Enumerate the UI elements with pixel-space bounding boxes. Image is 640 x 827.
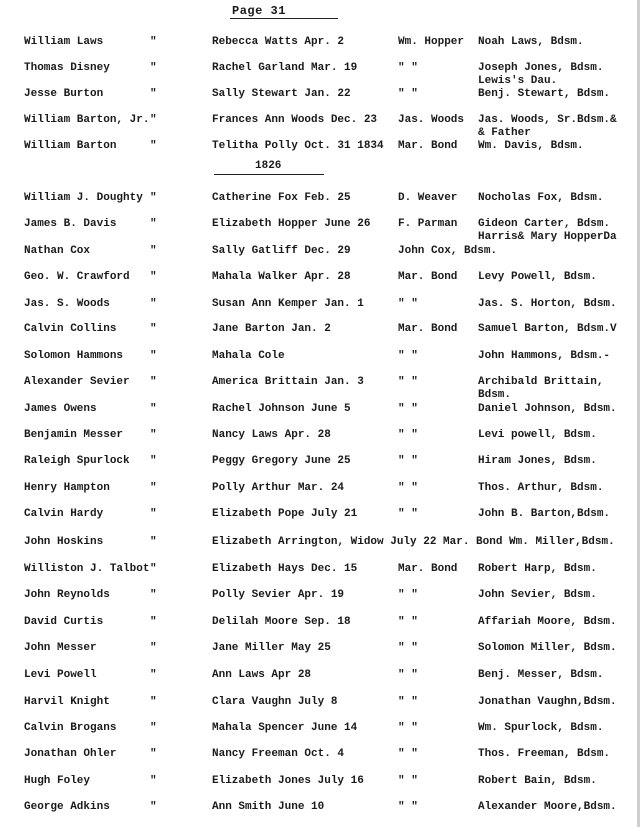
record-mark: " <box>150 88 157 100</box>
record-bride: Polly Arthur Mar. 24 <box>212 482 345 494</box>
record-bride: Nancy Freeman Oct. 4 <box>212 748 345 760</box>
record-mark: " <box>150 642 157 654</box>
record-surety: " " <box>398 669 418 681</box>
record-bride: Polly Sevier Apr. 19 <box>212 589 345 601</box>
record-witness: Noah Laws, Bdsm. <box>478 36 584 48</box>
record-surety: " " <box>398 298 418 310</box>
record-groom: Calvin Hardy <box>24 508 104 520</box>
record-witness: Wm. Spurlock, Bdsm. <box>478 722 604 734</box>
record-witness: Samuel Barton, Bdsm.V <box>478 323 617 335</box>
record-groom: William Barton <box>24 140 117 152</box>
record-row <box>0 403 640 429</box>
record-groom: Raleigh Spurlock <box>24 455 130 467</box>
record-row <box>0 775 640 801</box>
record-witness: Thos. Arthur, Bdsm. <box>478 482 604 494</box>
record-bride: Nancy Laws Apr. 28 <box>212 429 331 441</box>
record-row <box>0 298 640 324</box>
record-row <box>0 616 640 642</box>
page-title: Page 31 <box>232 4 286 18</box>
record-surety: " " <box>398 722 418 734</box>
record-witness: Jas. S. Horton, Bdsm. <box>478 298 617 310</box>
record-mark: " <box>150 36 157 48</box>
record-bride: Rachel Garland Mar. 19 <box>212 62 358 74</box>
record-surety: Mar. Bond <box>398 563 458 575</box>
record-bride: Ann Laws Apr 28 <box>212 669 312 681</box>
record-witness-line2: & Father <box>478 127 531 139</box>
record-bride: Jane Miller May 25 <box>212 642 331 654</box>
record-row <box>0 376 640 402</box>
year-heading: 1826 <box>255 160 282 172</box>
record-bride: Mahala Cole <box>212 350 285 362</box>
record-mark: " <box>150 323 157 335</box>
record-mark: " <box>150 563 157 575</box>
record-groom: Calvin Collins <box>24 323 117 335</box>
record-row <box>0 88 640 114</box>
record-bride: Peggy Gregory June 25 <box>212 455 351 467</box>
record-groom: Jonathan Ohler <box>24 748 117 760</box>
record-witness: Daniel Johnson, Bdsm. <box>478 403 617 415</box>
record-mark: " <box>150 508 157 520</box>
record-bride: Clara Vaughn July 8 <box>212 696 338 708</box>
record-bride: Telitha Polly Oct. 31 1834 <box>212 140 384 152</box>
record-row <box>0 669 640 695</box>
record-bride: Ann Smith June 10 <box>212 801 325 813</box>
record-mark: " <box>150 298 157 310</box>
record-mark: " <box>150 271 157 283</box>
record-groom: Benjamin Messer <box>24 429 124 441</box>
record-row <box>0 271 640 297</box>
record-row <box>0 642 640 668</box>
record-groom: George Adkins <box>24 801 110 813</box>
record-row <box>0 245 640 271</box>
record-bride: Mahala Walker Apr. 28 <box>212 271 351 283</box>
record-groom: James Owens <box>24 403 97 415</box>
record-bride: Sally Stewart Jan. 22 <box>212 88 351 100</box>
record-witness: Levy Powell, Bdsm. <box>478 271 597 283</box>
record-surety: John Cox, Bdsm. <box>398 245 498 257</box>
record-bride: Elizabeth Hays Dec. 15 <box>212 563 358 575</box>
record-surety: " " <box>398 455 418 467</box>
record-witness: Nocholas Fox, Bdsm. <box>478 192 604 204</box>
record-surety: D. Weaver <box>398 192 458 204</box>
record-witness: Alexander Moore,Bdsm. <box>478 801 617 813</box>
record-mark: " <box>150 403 157 415</box>
record-mark: " <box>150 748 157 760</box>
record-mark: " <box>150 722 157 734</box>
record-groom: William Barton, Jr. <box>24 114 150 126</box>
record-witness: John Hammons, Bdsm.- <box>478 350 611 362</box>
record-groom: Calvin Brogans <box>24 722 117 734</box>
record-witness: Robert Bain, Bdsm. <box>478 775 597 787</box>
record-groom: Henry Hampton <box>24 482 110 494</box>
record-mark: " <box>150 589 157 601</box>
record-mark: " <box>150 140 157 152</box>
record-row <box>0 722 640 748</box>
record-row <box>0 589 640 615</box>
record-witness-line2: Bdsm. <box>478 389 512 401</box>
record-witness: Archibald Brittain, <box>478 376 604 388</box>
record-row <box>0 350 640 376</box>
record-groom: James B. Davis <box>24 218 117 230</box>
record-mark: " <box>150 696 157 708</box>
record-surety: Mar. Bond <box>398 323 458 335</box>
record-bride: Mahala Spencer June 14 <box>212 722 358 734</box>
record-row <box>0 536 640 562</box>
record-groom: Jas. S. Woods <box>24 298 110 310</box>
record-surety: " " <box>398 350 418 362</box>
record-row <box>0 508 640 534</box>
record-mark: " <box>150 775 157 787</box>
record-witness: John B. Barton,Bdsm. <box>478 508 611 520</box>
record-mark: " <box>150 669 157 681</box>
record-surety: F. Parman <box>398 218 458 230</box>
record-bride: Sally Gatliff Dec. 29 <box>212 245 351 257</box>
record-surety: " " <box>398 748 418 760</box>
record-surety: " " <box>398 616 418 628</box>
record-row <box>0 114 640 140</box>
record-groom: Jesse Burton <box>24 88 104 100</box>
record-row <box>0 801 640 827</box>
record-row <box>0 323 640 349</box>
record-bride: Elizabeth Pope July 21 <box>212 508 358 520</box>
record-surety: " " <box>398 801 418 813</box>
record-mark: " <box>150 455 157 467</box>
record-surety: " " <box>398 429 418 441</box>
record-witness: Wm. Davis, Bdsm. <box>478 140 584 152</box>
record-row <box>0 62 640 88</box>
title-underline <box>230 18 338 19</box>
record-witness-line2: Lewis's Dau. <box>478 75 558 87</box>
record-surety: Jas. Woods <box>398 114 465 126</box>
record-row <box>0 218 640 244</box>
record-witness: John Sevier, Bdsm. <box>478 589 597 601</box>
record-row <box>0 36 640 62</box>
record-groom: Solomon Hammons <box>24 350 124 362</box>
record-surety: " " <box>398 508 418 520</box>
record-surety: Mar. Bond <box>398 271 458 283</box>
record-mark: " <box>150 536 157 548</box>
record-groom: Harvil Knight <box>24 696 110 708</box>
record-mark: " <box>150 350 157 362</box>
record-row <box>0 748 640 774</box>
record-witness: Affariah Moore, Bdsm. <box>478 616 617 628</box>
record-witness-line2: Harris& Mary HopperDa <box>478 231 617 243</box>
record-surety: " " <box>398 775 418 787</box>
record-surety: " " <box>398 589 418 601</box>
record-groom: David Curtis <box>24 616 104 628</box>
record-groom: John Reynolds <box>24 589 110 601</box>
record-bride: Jane Barton Jan. 2 <box>212 323 331 335</box>
record-mark: " <box>150 192 157 204</box>
record-mark: " <box>150 616 157 628</box>
record-mark: " <box>150 429 157 441</box>
record-groom: Williston J. Talbot <box>24 563 150 575</box>
record-surety: Mar. Bond <box>398 140 458 152</box>
record-mark: " <box>150 62 157 74</box>
record-witness: Jonathan Vaughn,Bdsm. <box>478 696 617 708</box>
record-witness: Hiram Jones, Bdsm. <box>478 455 597 467</box>
record-row <box>0 455 640 481</box>
record-row <box>0 482 640 508</box>
record-row <box>0 140 640 166</box>
record-surety: " " <box>398 642 418 654</box>
record-witness: Benj. Messer, Bdsm. <box>478 669 604 681</box>
record-groom: Thomas Disney <box>24 62 110 74</box>
record-groom: William J. Doughty <box>24 192 143 204</box>
record-surety: " " <box>398 696 418 708</box>
record-groom: Geo. W. Crawford <box>24 271 130 283</box>
record-groom: William Laws <box>24 36 104 48</box>
record-groom: Levi Powell <box>24 669 97 681</box>
record-surety: " " <box>398 482 418 494</box>
record-bride: Susan Ann Kemper Jan. 1 <box>212 298 364 310</box>
record-surety: Wm. Hopper <box>398 36 465 48</box>
record-mark: " <box>150 114 157 126</box>
record-bride: Frances Ann Woods Dec. 23 <box>212 114 378 126</box>
record-mark: " <box>150 218 157 230</box>
record-mark: " <box>150 376 157 388</box>
record-groom: John Messer <box>24 642 97 654</box>
year-underline <box>214 174 324 175</box>
record-row <box>0 696 640 722</box>
record-bride: America Brittain Jan. 3 <box>212 376 364 388</box>
record-witness: Benj. Stewart, Bdsm. <box>478 88 611 100</box>
record-groom: Hugh Foley <box>24 775 91 787</box>
record-witness: Gideon Carter, Bdsm. <box>478 218 611 230</box>
record-surety: " " <box>398 403 418 415</box>
record-mark: " <box>150 482 157 494</box>
record-row <box>0 429 640 455</box>
record-bride: Rebecca Watts Apr. 2 <box>212 36 345 48</box>
record-bride: Elizabeth Arrington, Widow July 22 Mar. Bond Wm. Miller,Bdsm. <box>212 536 615 548</box>
record-row <box>0 192 640 218</box>
record-bride: Rachel Johnson June 5 <box>212 403 351 415</box>
record-witness: Levi powell, Bdsm. <box>478 429 597 441</box>
record-mark: " <box>150 245 157 257</box>
record-bride: Elizabeth Hopper June 26 <box>212 218 371 230</box>
record-bride: Catherine Fox Feb. 25 <box>212 192 351 204</box>
record-witness: Solomon Miller, Bdsm. <box>478 642 617 654</box>
record-bride: Delilah Moore Sep. 18 <box>212 616 351 628</box>
record-surety: " " <box>398 62 418 74</box>
record-groom: Nathan Cox <box>24 245 91 257</box>
record-row <box>0 563 640 589</box>
record-groom: Alexander Sevier <box>24 376 130 388</box>
record-groom: John Hoskins <box>24 536 104 548</box>
record-bride: Elizabeth Jones July 16 <box>212 775 364 787</box>
record-surety: " " <box>398 88 418 100</box>
record-witness: Jas. Woods, Sr.Bdsm.& <box>478 114 617 126</box>
record-witness: Joseph Jones, Bdsm. <box>478 62 604 74</box>
record-witness: Robert Harp, Bdsm. <box>478 563 597 575</box>
record-mark: " <box>150 801 157 813</box>
record-surety: " " <box>398 376 418 388</box>
record-witness: Thos. Freeman, Bdsm. <box>478 748 611 760</box>
